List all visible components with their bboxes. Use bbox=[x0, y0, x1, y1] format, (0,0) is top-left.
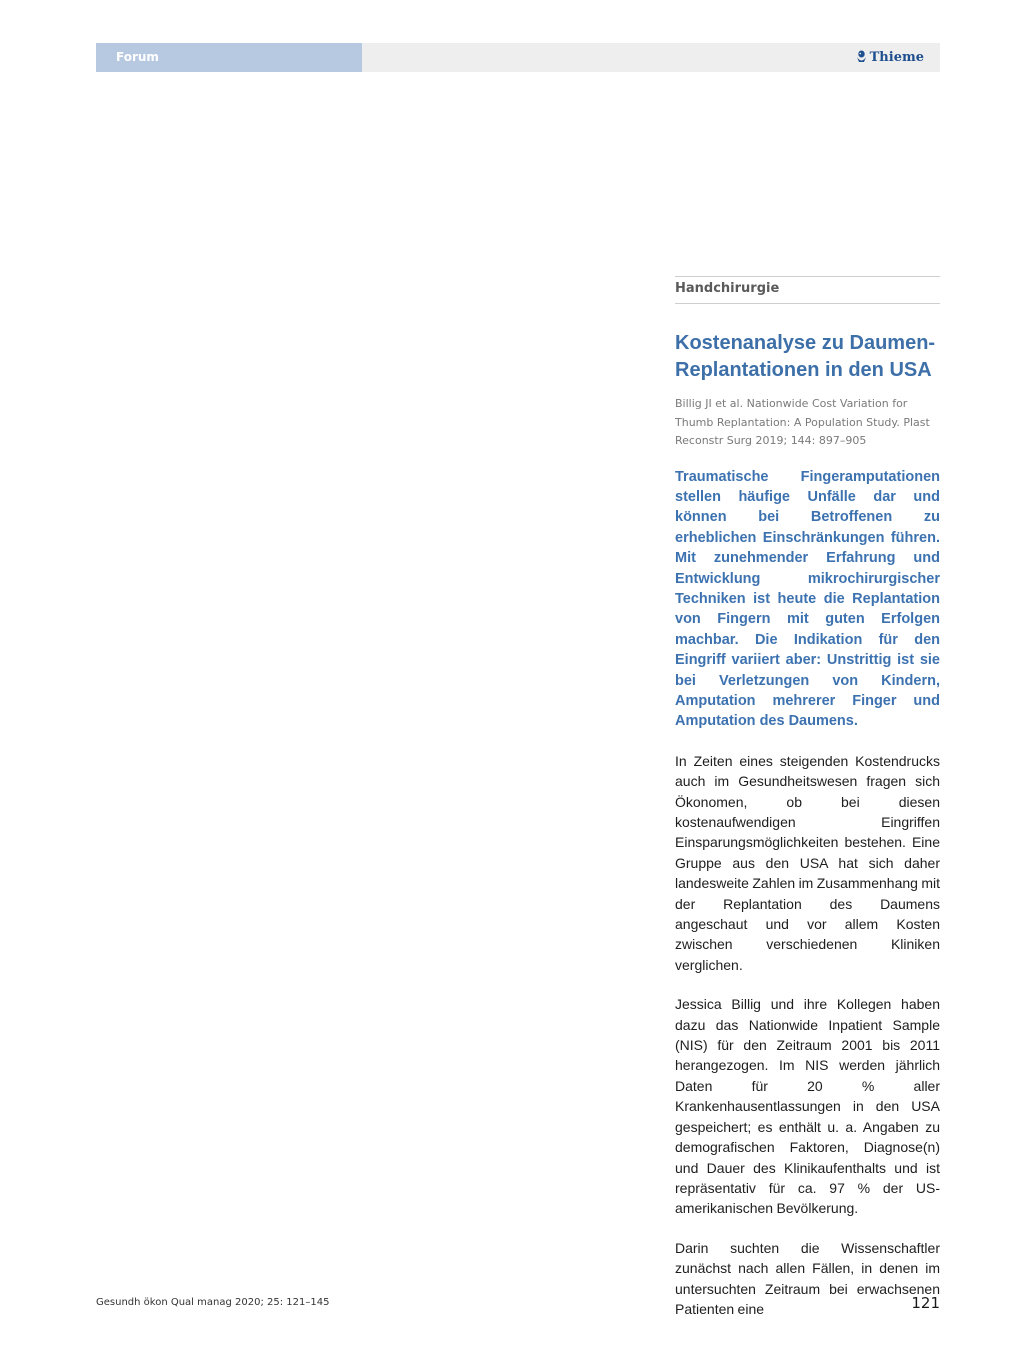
page-number: 121 bbox=[911, 1294, 940, 1312]
article-lead: Traumatische Fingeramputationen stellen häufige Unfälle dar und können bei Betroffenen zu erheblichen Einschränkungen führen. Mit zunehmender Erfahrung und Entwicklung mikrochirurgischer Techniken ist heute die Replantation von Fingern mit guten Erfolgen machbar. Die Indikation für den Eingriff variiert aber: Unstrittig ist sie bei Verletzungen von Kindern, Amputation mehrerer Finger und Amputation des Daumens. bbox=[675, 468, 940, 730]
section-label: Handchirurgie bbox=[675, 277, 940, 304]
top-bar bbox=[96, 43, 940, 72]
article-title: Kostenanalyse zu Daumen-Replantationen in den USA bbox=[675, 332, 936, 381]
thieme-emblem-icon bbox=[856, 45, 867, 74]
article-citation: Billig JI et al. Nationwide Cost Variation for Thumb Replantation: A Population Study. Plast Reconstr Surg 2019; 144: 897–905 bbox=[675, 397, 930, 447]
publisher-logo bbox=[856, 43, 924, 72]
article-column bbox=[675, 276, 940, 1319]
body-paragraph: In Zeiten eines steigenden Kostendrucks auch im Gesundheitswesen fragen sich Ökonomen, ob bei diesen kostenaufwendigen Eingriffen Einsparungsmöglichkeiten bestehen. Eine Gruppe aus den USA hat sich daher landesweite Zahlen im Zusammenhang mit der Replantation des Daumens angeschaut und vor allem Kosten zwischen verschiedenen Kliniken verglichen. bbox=[675, 752, 940, 973]
body-paragraph: Darin suchten die Wissenschaftler zunächst nach allen Fällen, in denen im untersuchten Zeitraum bei erwachsenen Patienten eine bbox=[675, 1239, 940, 1317]
publisher-name: Thieme bbox=[869, 50, 924, 65]
body-paragraph: Jessica Billig und ihre Kollegen haben dazu das Nationwide Inpatient Sample (NIS) für den Zeitraum 2001 bis 2011 herangezogen. Im NIS werden jährlich Daten für 20 % aller Krankenhausentlassungen in den USA gespeichert; es enthält u. a. Angaben zu demografischen Faktoren, Diagnose(n) und Dauer des Klinikaufenthalts und ist repräsentativ für ca. 97 % der US-amerikanischen Bevölkerung. bbox=[675, 996, 940, 1217]
journal-reference: Gesundh ökon Qual manag 2020; 25: 121–145 bbox=[96, 1297, 330, 1308]
section-tab-forum: Forum bbox=[96, 43, 362, 72]
